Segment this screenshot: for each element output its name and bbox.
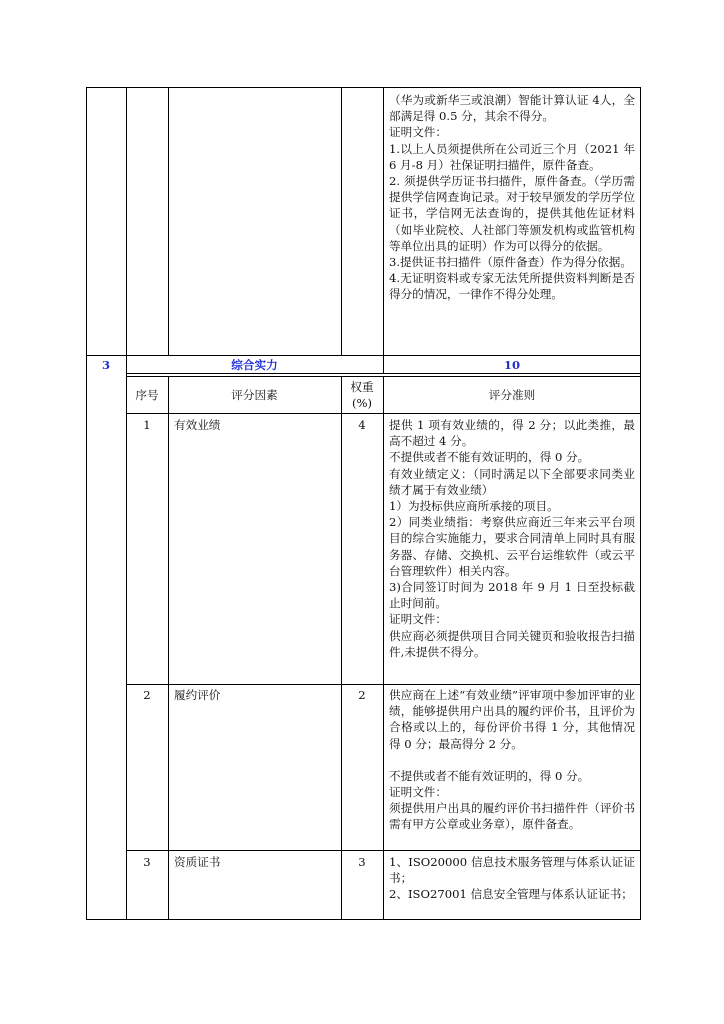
divider [341,87,342,355]
divider [126,684,641,685]
section-title: 综合实力 [231,358,278,372]
header-weight: 权重(%) [350,380,374,411]
row-weight: 4 [358,418,366,432]
header-factor: 评分因素 [231,388,278,402]
divider [126,355,127,920]
divider [86,355,641,356]
divider [168,376,169,920]
criteria-line: 证明文件： [389,612,447,627]
table-border-top [86,87,641,88]
header-seq: 序号 [135,388,159,402]
criteria-line: 2、ISO27001 信息安全管理与体系认证证书； [389,887,633,902]
criteria-line: 1.以上人员须提供所在公司近三个月（2021 年 6 月-8 月）社保证明扫描件，原件备查。 [389,141,635,172]
divider [341,376,342,920]
criteria-line: 不提供或者不能有效证明的，得 0 分。 [389,450,590,465]
criteria-line: 有效业绩定义：（同时满足以下全部要求同类业绩才属于有效业绩） [389,466,635,497]
blank-line [389,752,635,768]
divider [126,850,641,851]
scoring-table [86,87,641,920]
criteria-line: 不提供或者不能有效证明的，得 0 分。 [389,768,590,783]
row-seq: 1 [143,418,151,432]
criteria-line: 1）为投标供应商所承接的项目。 [389,499,559,514]
section-score: 10 [503,358,521,372]
criteria-line: 2. 须提供学历证书扫描件，原件备查。（学历需提供学信网查询记录。对于较早颁发的学历学位证书，学信网无法查询的，提供其他佐证材料（如毕业院校、人社部门等颁发机构或监管机构等单位出具的证明）作为可以得分的依据。 [389,174,635,253]
criteria-line: 1、ISO20000 信息技术服务管理与体系认证证书； [389,855,635,886]
criteria-line: 证明文件： [389,125,447,140]
criteria-line: 供应商在上述“有效业绩”评审项中参加评审的业绩，能够提供用户出具的履约评价书，且评价为合格或以上的，每份评价书得 1 分，其他情况得 0 分；最高得分 2 分。 [389,688,635,751]
row-criteria [389,854,635,903]
row-seq: 3 [143,855,151,869]
header-criteria: 评分准则 [488,388,536,402]
table-border-left [86,87,87,920]
criteria-line: 证明文件： [389,785,447,800]
criteria-line: 提供 1 项有效业绩的，得 2 分；以此类推，最高不超过 4 分。 [389,418,635,449]
criteria-line: 3.提供证书扫描件（原件备查）作为得分依据。 [389,255,632,270]
row-weight: 2 [358,688,366,702]
divider [126,413,641,414]
table-border-right [640,87,641,920]
divider [383,87,384,355]
row-weight: 3 [358,855,366,869]
row-factor: 有效业绩 [174,418,221,432]
row-factor: 履约评价 [174,688,221,702]
criteria-line: 供应商必须提供项目合同关键页和验收报告扫描件,未提供不得分。 [389,628,635,659]
table-border-bottom [86,919,641,920]
section-number: 3 [101,358,111,372]
row-seq: 2 [143,688,151,702]
divider [383,376,384,920]
top-criteria-cell [389,92,635,303]
criteria-line: （华为或新华三或浪潮）智能计算认证 4人，全部满足得 0.5 分，其余不得分。 [389,93,635,124]
divider [168,87,169,355]
criteria-line: 4.无证明资料或专家无法凭所提供资料判断是否得分的情况，一律作不得分处理。 [389,271,635,302]
criteria-line: 2）同类业绩指：考察供应商近三年来云平台项目的综合实施能力，要求合同清单上同时具有服务器、存储、交换机、云平台运维软件（或云平台管理软件）相关内容。 [389,515,635,578]
row-criteria [389,687,635,833]
divider [126,87,127,355]
criteria-line: 须提供用户出具的履约评价书扫描件件（评价书需有甲方公章或业务章），原件备查。 [389,801,635,832]
row-criteria [389,417,635,660]
row-factor: 资质证书 [174,855,221,869]
criteria-line: 3)合同签订时间为 2018 年 9 月 1 日至投标截止时间前。 [389,580,635,611]
